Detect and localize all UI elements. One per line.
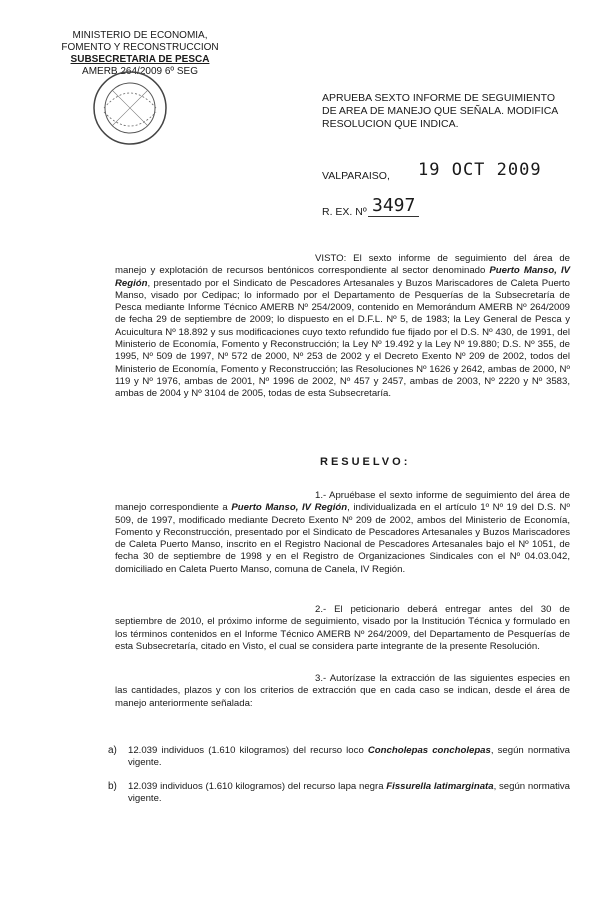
paragraph-3-text: 3.- Autorízase la extracción de las siguientes especies en las cantidades, plazos y con los criterios de extracción que en cada caso se indican, desde el área de manejo anteriormente señalada:	[115, 673, 570, 709]
item-a-text-1: 12.039 individuos (1.610 kilogramos) del recurso loco	[128, 745, 368, 756]
date-stamp: 19 OCT 2009	[418, 160, 542, 180]
item-b-text-2: , según normativa vigente.	[128, 781, 570, 805]
item-a-text	[128, 745, 570, 770]
rex-number: 3497	[368, 195, 419, 217]
item-b-species: Fissurella latimarginata	[386, 781, 494, 792]
visto-paragraph	[115, 253, 570, 401]
ministry-line-4: AMERB 264/2009 6º SEG	[82, 66, 198, 77]
official-stamp	[90, 68, 170, 148]
paragraph-1-lead: 1.- Apruébase el sexto informe de seguimiento del área de manejo correspondiente a	[115, 490, 570, 514]
item-b-text-1: 12.039 individuos (1.610 kilogramos) del recurso lapa negra	[128, 781, 387, 792]
resuelvo-heading: RESUELVO:	[320, 456, 411, 468]
ministry-line-3: SUBSECRETARIA DE PESCA	[70, 54, 210, 65]
item-a-text-2: , según normativa vigente.	[128, 745, 570, 769]
paragraph-1-text: , individualizada en el artículo 1º Nº 19 del D.S. Nº 509, de 1997, modificado mediante Decreto Exento Nº 209 de 2002, ambos del Ministerio de Economía, Fomento y Reconstrucción, presentado por el Sindicato de Pescadores Artesanales y Buzos Mariscadores de Caleta Puerto Manso, inscrito en el Registro Nacional de Pescadores Artesanales bajo el Nº 1051, de fecha 30 de septiembre de 1998 y en el Registro de Organizaciones Sindicales con el Nº 04.03.042, domiciliado en Caleta Puerto Manso, comuna de Canela, IV Región.	[115, 502, 570, 575]
visto-text-2: , presentado por el Sindicato de Pescadores Artesanales y Buzos Mariscadores de Caleta Puerto Manso, visado por Cedipac; lo informado por el Departamento de Pesquerías de la Subsecretaría de Pesca mediante Informe Técnico AMERB Nº 254/2009, contenido en Memorándum AMERB Nº 264/2009 de fecha 29 de septiembre de 2009; lo dispuesto en el D.F.L. Nº 5, de 1983; la Ley General de Pesca y Acuicultura Nº 18.892 y sus modificaciones cuyo texto refundido fue fijado por el D.S. Nº 430, de 1991, del Ministerio de Economía, Fomento y Reconstrucción; la Ley Nº 19.492 y la Ley Nº 19.880; D.S. Nº 355, de 1995, Nº 509 de 1997, Nº 572 de 2000, Nº 253 de 2002 y el Decreto Exento Nº 209 de 2002, todos del Ministerio de Economía, Fomento y Reconstrucción; las Resoluciones Nº 1626 y 2642, ambas de 2000, Nº 119 y Nº 1976, ambas de 2001, Nº 1996 de 2002, Nº 457 y 2457, ambas de 2003, Nº 2220 y Nº 3583, ambas de 2004 y Nº 3104 de 2005, todas de esta Subsecretaría.	[115, 277, 570, 400]
item-a-label: a)	[108, 745, 117, 756]
ministry-line-2: FOMENTO Y RECONSTRUCCION	[61, 42, 219, 53]
item-a-species: Concholepas concholepas	[367, 745, 491, 756]
place-label: VALPARAISO,	[322, 170, 390, 182]
visto-text-1: El sexto informe de seguimiento del área de manejo y explotación de recursos bentónicos correspondiente al sector denominado	[115, 253, 570, 277]
ministry-line-1: MINISTERIO DE ECONOMIA,	[72, 30, 208, 41]
paragraph-1	[115, 490, 570, 576]
paragraph-2-text: 2.- El peticionario deberá entregar antes del 30 de septiembre de 2010, el próximo informe de seguimiento, visado por la Institución Técnica y formulado en los términos contenidos en el Informe Técnico AMERB Nº 264/2009, del Departamento de Pesquerías de esta Subsecretaría, citado en Visto, el cual se considera parte integrante de la presente Resolución.	[115, 604, 570, 652]
paragraph-2	[115, 604, 570, 653]
resolution-subject: APRUEBA SEXTO INFORME DE SEGUIMIENTO DE AREA DE MANEJO QUE SEÑALA. MODIFICA RESOLUCION QUE INDICA.	[322, 92, 558, 130]
visto-place-name: Puerto Manso, IV Región	[115, 265, 571, 289]
rex-label: R. EX. Nº	[322, 206, 367, 218]
visto-lead: VISTO:	[315, 253, 347, 264]
item-b-label: b)	[108, 781, 117, 792]
paragraph-1-place-name: Puerto Manso, IV Región	[231, 502, 348, 514]
paragraph-3	[115, 673, 570, 710]
item-b-text	[128, 781, 570, 806]
